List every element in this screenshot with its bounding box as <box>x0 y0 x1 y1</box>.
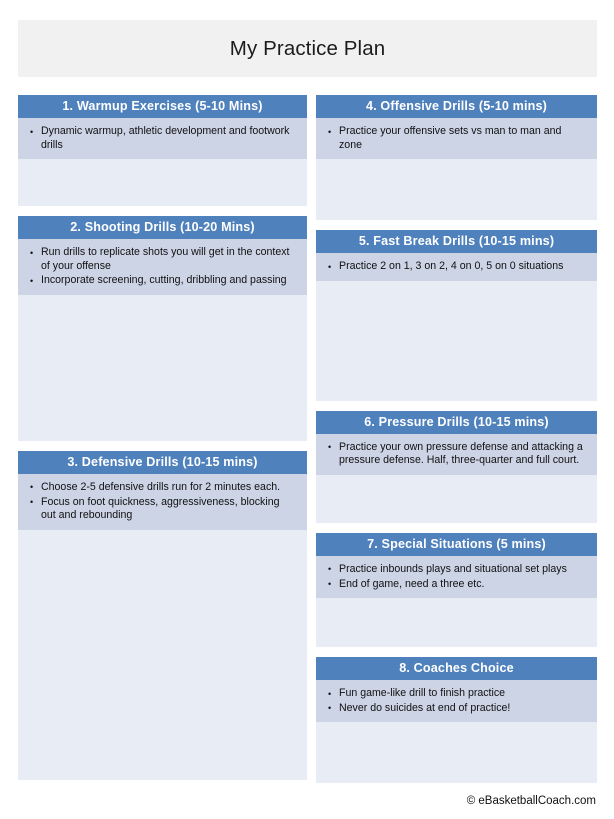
section-body <box>18 118 307 206</box>
bullet-item: • Practice your own pressure defense and attacking a pressure defense. Half, three-quarter and full court. <box>326 441 587 468</box>
section-body <box>316 253 597 401</box>
section-body <box>18 239 307 441</box>
section-empty-space <box>316 598 597 647</box>
section-empty-space <box>316 281 597 401</box>
section-card <box>316 411 597 523</box>
bullet-item: • Incorporate screening, cutting, dribbling and passing <box>28 274 297 288</box>
page-title-band <box>18 20 597 77</box>
bullet-item: • Fun game-like drill to finish practice <box>326 687 587 701</box>
section-body <box>316 118 597 220</box>
section-empty-space <box>18 295 307 441</box>
section-card <box>18 95 307 206</box>
section-header: 5. Fast Break Drills (10-15 mins) <box>316 230 597 253</box>
section-empty-space <box>316 722 597 783</box>
right-column <box>316 95 597 793</box>
section-empty-space <box>18 159 307 206</box>
section-body <box>18 474 307 780</box>
bullet-item: • Dynamic warmup, athletic development and footwork drills <box>28 125 297 152</box>
section-card <box>316 533 597 647</box>
section-bullet-list <box>316 118 597 159</box>
bullet-item: • Run drills to replicate shots you will get in the context of your offense <box>28 246 297 273</box>
footer-copyright: © eBasketballCoach.com <box>466 795 596 807</box>
section-header: 2. Shooting Drills (10-20 Mins) <box>18 216 307 239</box>
section-body <box>316 434 597 523</box>
section-bullet-list <box>316 253 597 281</box>
bullet-item: • Focus on foot quickness, aggressiveness, blocking out and rebounding <box>28 496 297 523</box>
section-empty-space <box>316 159 597 220</box>
section-header: 3. Defensive Drills (10-15 mins) <box>18 451 307 474</box>
left-column <box>18 95 307 790</box>
section-empty-space <box>18 530 307 780</box>
section-card <box>18 451 307 780</box>
section-bullet-list <box>18 239 307 295</box>
section-header: 6. Pressure Drills (10-15 mins) <box>316 411 597 434</box>
section-bullet-list <box>316 434 597 475</box>
section-empty-space <box>316 475 597 523</box>
bullet-item: • Never do suicides at end of practice! <box>326 702 587 716</box>
section-bullet-list <box>18 118 307 159</box>
bullet-item: • Practice inbounds plays and situational set plays <box>326 563 587 577</box>
bullet-item: • Practice 2 on 1, 3 on 2, 4 on 0, 5 on 0 situations <box>326 260 587 274</box>
bullet-item: • End of game, need a three etc. <box>326 578 587 592</box>
section-card <box>18 216 307 441</box>
section-body <box>316 680 597 783</box>
section-bullet-list <box>18 474 307 530</box>
section-card <box>316 95 597 220</box>
page-title: My Practice Plan <box>229 36 386 60</box>
section-card <box>316 230 597 401</box>
section-bullet-list <box>316 556 597 598</box>
section-card <box>316 657 597 783</box>
section-header: 1. Warmup Exercises (5-10 Mins) <box>18 95 307 118</box>
section-header: 7. Special Situations (5 mins) <box>316 533 597 556</box>
section-header: 4. Offensive Drills (5-10 mins) <box>316 95 597 118</box>
bullet-item: • Choose 2-5 defensive drills run for 2 minutes each. <box>28 481 297 495</box>
bullet-item: • Practice your offensive sets vs man to man and zone <box>326 125 587 152</box>
section-bullet-list <box>316 680 597 722</box>
section-body <box>316 556 597 647</box>
section-header: 8. Coaches Choice <box>316 657 597 680</box>
